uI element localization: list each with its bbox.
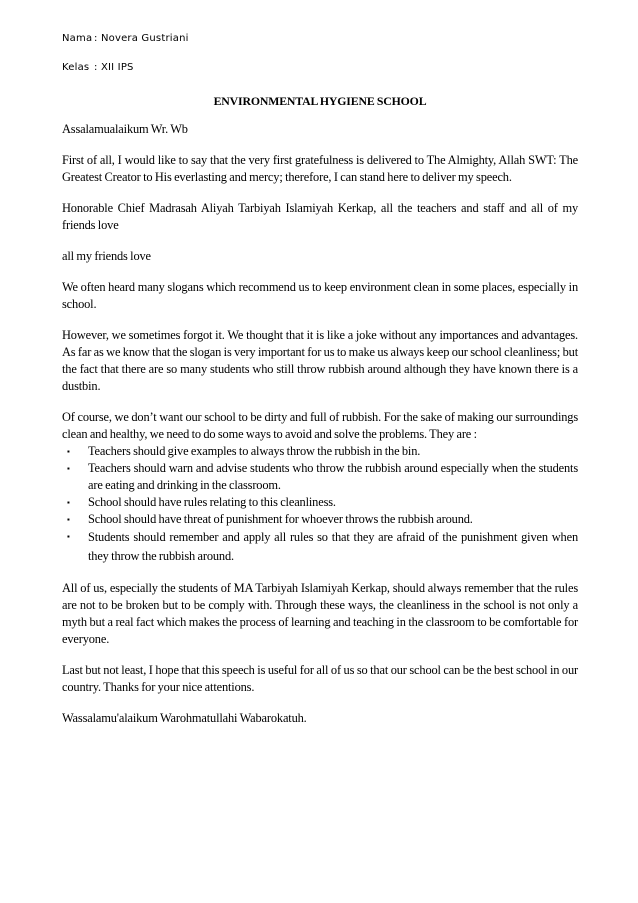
list-item [62,528,578,565]
paragraph-opening: First of all, I would like to say that the very first gratefulness is delivered to The Almighty, Allah SWT: The Greatest Creator to His everlasting and mercy; therefore, I can stand here to deliver my speech. [62,153,578,184]
name-label: Nama [62,33,93,44]
list-item-text: Teachers should give examples to always throw the rubbish in the bin. [88,444,421,458]
paragraph-friends: all my friends love [62,249,151,263]
paragraph-last: Last but not least, I hope that this speech is useful for all of us so that our school can be the best school in our country. Thanks for your nice attentions. [62,663,578,694]
closing-salutation: Wassalamu'alaikum Warohmatullahi Wabarokatuh. [62,711,307,725]
list-item-text: School should have threat of punishment for whoever throws the rubbish around. [88,512,473,526]
speech-body [62,93,578,727]
list-item [62,511,578,528]
class-value: : XII IPS [94,62,134,73]
bullet-square-icon: ▪ [67,464,70,473]
bullet-square-icon: ▪ [67,532,70,541]
bullet-square-icon: ▪ [67,498,70,507]
list-item-text: Students should remember and apply all rules so that they are afraid of the punishment given when they throw the rubbish around. [88,530,578,563]
paragraph-slogans: We often heard many slogans which recommend us to keep environment clean in some places, especially in school. [62,280,578,311]
paragraph-all-of-us: All of us, especially the students of MA Tarbiyah Islamiyah Kerkap, should always remember that the rules are not to be broken but to be comply with. Through these ways, the cleanliness in the school is not only a myth but a real fact which makes the process of learning and teaching in the classroom to be comfortable for everyone. [62,581,578,646]
list-item [62,460,578,494]
class-label: Kelas [62,62,90,73]
student-class-row [62,61,578,75]
paragraph-however: However, we sometimes forgot it. We thought that it is like a joke without any importances and advantages. As far as we know that the slogan is very important for us to make us always keep our school cleanliness; but the fact that there are so many students who still throw rubbish around although they have known there is a dustbin. [62,328,578,393]
paragraph-honorable: Honorable Chief Madrasah Aliyah Tarbiyah Islamiyah Kerkap, all the teachers and staff and all of my friends love [62,201,578,232]
bullet-square-icon: ▪ [67,447,70,456]
bullet-square-icon: ▪ [67,515,70,524]
document-title: ENVIRONMENTAL HYGIENE SCHOOL [213,94,427,108]
paragraph-of-course: Of course, we don’t want our school to be dirty and full of rubbish. For the sake of making our surroundings clean and healthy, we need to do some ways to avoid and solve the problems. They are : [62,410,578,441]
list-item-text: Teachers should warn and advise students who throw the rubbish around especially when the students are eating and drinking in the classroom. [88,461,578,492]
greeting: Assalamualaikum Wr. Wb [62,122,188,136]
document-page [62,32,578,741]
name-value: : Novera Gustriani [94,33,189,44]
list-item [62,494,578,511]
student-name-row [62,32,578,46]
list-item [62,443,578,460]
solutions-list [62,443,578,565]
list-item-text: School should have rules relating to this cleanliness. [88,495,336,509]
